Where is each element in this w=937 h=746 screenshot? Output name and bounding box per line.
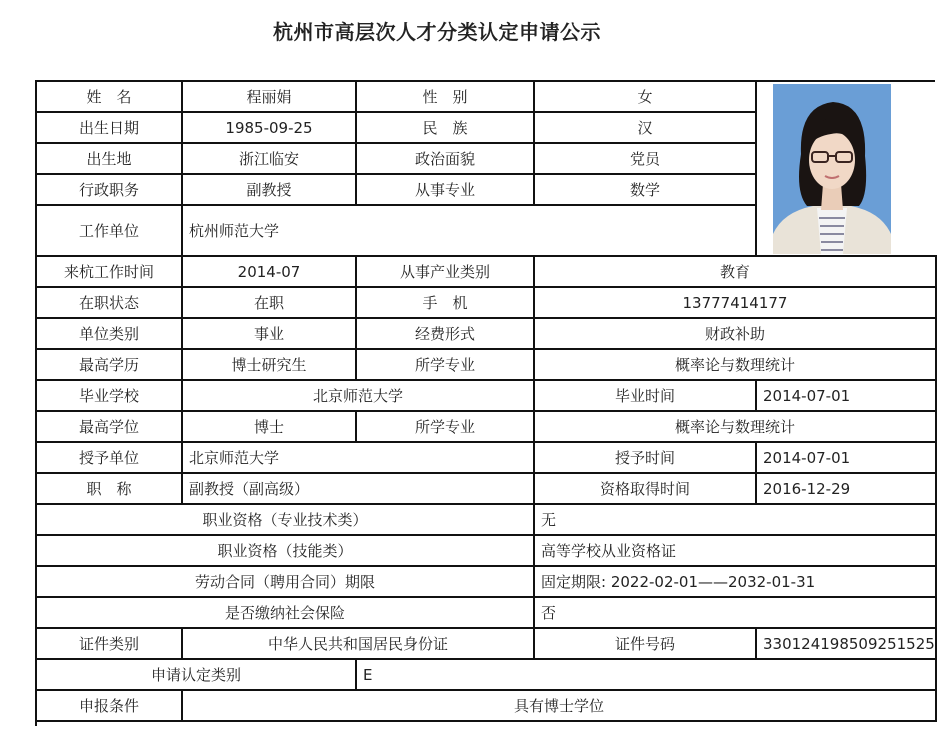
value-start-time: 2014-07 xyxy=(183,257,357,288)
label-industry: 从事产业类别 xyxy=(357,257,535,288)
label-ethnicity: 民 族 xyxy=(357,113,535,144)
label-prof-qual-tech: 职业资格（专业技术类） xyxy=(37,505,535,536)
value-name: 程丽娟 xyxy=(183,82,357,113)
label-criteria: 申报条件 xyxy=(37,691,183,722)
value-graduation-time: 2014-07-01 xyxy=(757,381,937,412)
value-ethnicity: 汉 xyxy=(535,113,757,144)
value-category: E xyxy=(357,660,937,691)
label-id-number: 证件号码 xyxy=(535,629,757,660)
value-birthplace: 浙江临安 xyxy=(183,144,357,175)
value-degree-time: 2014-07-01 xyxy=(757,443,937,474)
value-admin-position: 副教授 xyxy=(183,175,357,206)
label-name: 姓 名 xyxy=(37,82,183,113)
label-birthplace: 出生地 xyxy=(37,144,183,175)
label-graduate-school: 毕业学校 xyxy=(37,381,183,412)
value-highest-degree: 博士 xyxy=(183,412,357,443)
value-funding: 财政补助 xyxy=(535,319,937,350)
label-edu-major: 所学专业 xyxy=(357,350,535,381)
value-major-field: 数学 xyxy=(535,175,757,206)
label-category: 申请认定类别 xyxy=(37,660,357,691)
value-employment-status: 在职 xyxy=(183,288,357,319)
applicant-info-table xyxy=(35,80,935,726)
label-degree-institution: 授予单位 xyxy=(37,443,183,474)
value-prof-qual-skill: 高等学校从业资格证 xyxy=(535,536,937,567)
label-employer: 工作单位 xyxy=(37,206,183,257)
label-title: 职 称 xyxy=(37,474,183,505)
value-prof-qual-tech: 无 xyxy=(535,505,937,536)
label-labor-contract: 劳动合同（聘用合同）期限 xyxy=(37,567,535,598)
label-social-insurance: 是否缴纳社会保险 xyxy=(37,598,535,629)
value-criteria: 具有博士学位 xyxy=(183,691,937,722)
label-political-status: 政治面貌 xyxy=(357,144,535,175)
value-title: 副教授（副高级） xyxy=(183,474,535,505)
value-political-status: 党员 xyxy=(535,144,757,175)
label-birth-date: 出生日期 xyxy=(37,113,183,144)
value-edu-major: 概率论与数理统计 xyxy=(535,350,937,381)
value-id-type: 中华人民共和国居民身份证 xyxy=(183,629,535,660)
label-start-time: 来杭工作时间 xyxy=(37,257,183,288)
value-degree-major: 概率论与数理统计 xyxy=(535,412,937,443)
page-title: 杭州市高层次人才分类认定申请公示 xyxy=(273,20,601,44)
applicant-photo xyxy=(773,84,891,254)
value-unit-type: 事业 xyxy=(183,319,357,350)
label-funding: 经费形式 xyxy=(357,319,535,350)
label-major-field: 从事专业 xyxy=(357,175,535,206)
label-unit-type: 单位类别 xyxy=(37,319,183,350)
label-degree-time: 授予时间 xyxy=(535,443,757,474)
value-degree-institution: 北京师范大学 xyxy=(183,443,535,474)
photo-cell xyxy=(757,82,937,257)
value-industry: 教育 xyxy=(535,257,937,288)
label-id-type: 证件类别 xyxy=(37,629,183,660)
label-title-time: 资格取得时间 xyxy=(535,474,757,505)
label-admin-position: 行政职务 xyxy=(37,175,183,206)
value-employer: 杭州师范大学 xyxy=(183,206,757,257)
value-title-time: 2016-12-29 xyxy=(757,474,937,505)
label-graduation-time: 毕业时间 xyxy=(535,381,757,412)
label-degree-major: 所学专业 xyxy=(357,412,535,443)
value-id-number: 330124198509251525 xyxy=(757,629,937,660)
value-gender: 女 xyxy=(535,82,757,113)
label-gender: 性 别 xyxy=(357,82,535,113)
value-graduate-school: 北京师范大学 xyxy=(183,381,535,412)
label-highest-education: 最高学历 xyxy=(37,350,183,381)
label-prof-qual-skill: 职业资格（技能类） xyxy=(37,536,535,567)
label-employment-status: 在职状态 xyxy=(37,288,183,319)
label-highest-degree: 最高学位 xyxy=(37,412,183,443)
label-phone: 手 机 xyxy=(357,288,535,319)
value-labor-contract: 固定期限: 2022-02-01——2032-01-31 xyxy=(535,567,937,598)
value-social-insurance: 否 xyxy=(535,598,937,629)
value-phone: 13777414177 xyxy=(535,288,937,319)
value-highest-education: 博士研究生 xyxy=(183,350,357,381)
value-birth-date: 1985-09-25 xyxy=(183,113,357,144)
